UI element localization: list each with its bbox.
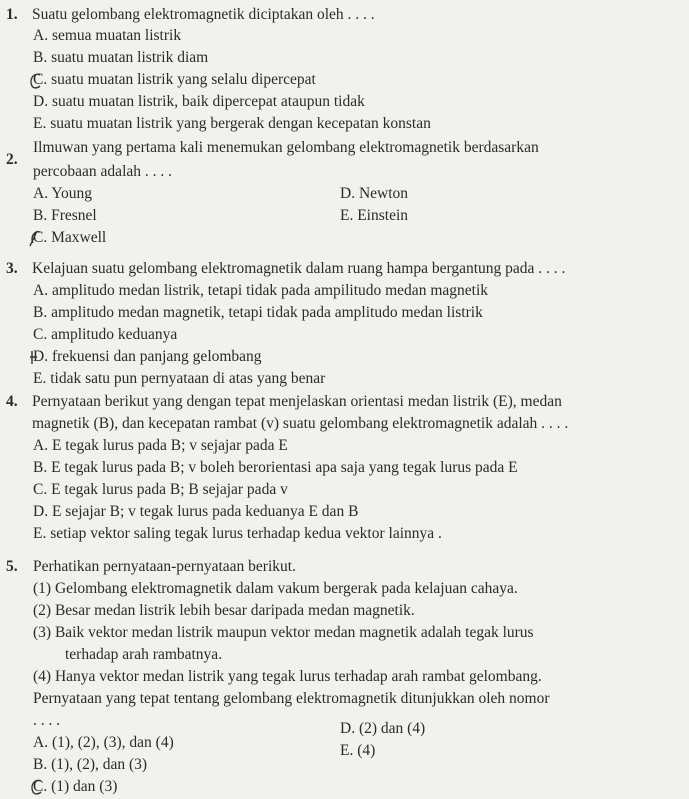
q1-answer-mark-icon xyxy=(28,72,42,90)
q1-option-c: C. suatu muatan listrik yang selalu dipercepat xyxy=(33,71,316,88)
q5-answer-mark-icon xyxy=(29,778,43,796)
q2-option-a: A. Young xyxy=(33,185,93,202)
q5-statement-4: (4) Hanya vektor medan listrik yang tegak lurus terhadap arah rambat gelombang. xyxy=(33,668,542,685)
q4-option-b: B. E tegak lurus pada B; v boleh berorientasi apa saja yang tegak lurus pada E xyxy=(33,459,518,476)
q3-option-e: E. tidak satu pun pernyataan di atas yang benar xyxy=(33,370,326,387)
q5-statement-1: (1) Gelombang elektromagnetik dalam vakum bergerak pada kelajuan cahaya. xyxy=(33,580,518,597)
q1-option-e: E. suatu muatan listrik yang bergerak dengan kecepatan konstan xyxy=(33,115,431,132)
q2-answer-mark-icon xyxy=(28,229,42,247)
q3-number: 3. xyxy=(6,260,18,277)
q1-stem: Suatu gelombang elektromagnetik diciptakan oleh . . . . xyxy=(32,6,375,23)
q5-statement-3-cont: terhadap arah rambatnya. xyxy=(65,646,223,663)
q1-option-a: A. semua muatan listrik xyxy=(33,27,182,44)
q2-option-c: C. Maxwell xyxy=(33,229,107,246)
q3-option-d: D. frekuensi dan panjang gelombang xyxy=(33,348,262,365)
q2-number: 2. xyxy=(6,151,18,168)
q5-stem: Perhatikan pernyataan-pernyataan berikut. xyxy=(33,558,296,575)
q1-number: 1. xyxy=(6,6,18,23)
q4-option-a: A. E tegak lurus pada B; v sejajar pada E xyxy=(33,437,288,454)
q3-option-a: A. amplitudo medan listrik, tetapi tidak pada ampilitudo medan magnetik xyxy=(33,282,488,299)
q5-number: 5. xyxy=(6,558,18,575)
q5-option-e: E. (4) xyxy=(340,742,376,759)
q5-statement-3: (3) Baik vektor medan listrik maupun vektor medan magnetik adalah tegak lurus xyxy=(33,624,534,641)
q4-option-d: D. E sejajar B; v tegak lurus pada keduanya E dan B xyxy=(33,503,359,520)
q4-number: 4. xyxy=(6,393,18,410)
q3-option-c: C. amplitudo keduanya xyxy=(33,326,178,343)
q5-option-c: C. (1) dan (3) xyxy=(33,778,118,795)
q3-stem: Kelajuan suatu gelombang elektromagnetik dalam ruang hampa bergantung pada . . . . xyxy=(32,260,566,277)
q2-option-d: D. Newton xyxy=(340,185,409,202)
q3-option-b: B. amplitudo medan magnetik, tetapi tidak pada amplitudo medan listrik xyxy=(33,304,483,321)
q5-option-a: A. (1), (2), (3), dan (4) xyxy=(33,734,174,751)
q2-stem-line2: percobaan adalah . . . . xyxy=(33,163,173,180)
q4-stem-line1: Pernyataan berikut yang dengan tepat menjelaskan orientasi medan listrik (E), medan xyxy=(32,393,562,410)
q4-option-e: E. setiap vektor saling tegak lurus terhadap kedua vektor lainnya . xyxy=(33,525,442,542)
q5-option-b: B. (1), (2), dan (3) xyxy=(33,756,148,773)
q2-stem-line1: Ilmuwan yang pertama kali menemukan gelombang elektromagnetik berdasarkan xyxy=(33,139,539,156)
q4-option-c: C. E tegak lurus pada B; B sejajar pada v xyxy=(33,481,288,498)
q2-option-e: E. Einstein xyxy=(340,207,409,224)
q5-question-line2: . . . . xyxy=(33,712,61,729)
q5-option-d: D. (2) dan (4) xyxy=(340,720,426,737)
q1-option-b: B. suatu muatan listrik diam xyxy=(33,49,209,66)
q5-statement-2: (2) Besar medan listrik lebih besar daripada medan magnetik. xyxy=(33,602,415,619)
q3-answer-mark-icon xyxy=(29,348,43,366)
q5-question-line1: Pernyataan yang tepat tentang gelombang elektromagnetik ditunjukkan oleh nomor xyxy=(33,690,550,707)
q1-option-d: D. suatu muatan listrik, baik dipercepat ataupun tidak xyxy=(33,93,365,110)
q2-option-b: B. Fresnel xyxy=(33,207,97,224)
q4-stem-line2: magnetik (B), dan kecepatan rambat (v) suatu gelombang elektromagnetik adalah . . . . xyxy=(32,415,569,432)
